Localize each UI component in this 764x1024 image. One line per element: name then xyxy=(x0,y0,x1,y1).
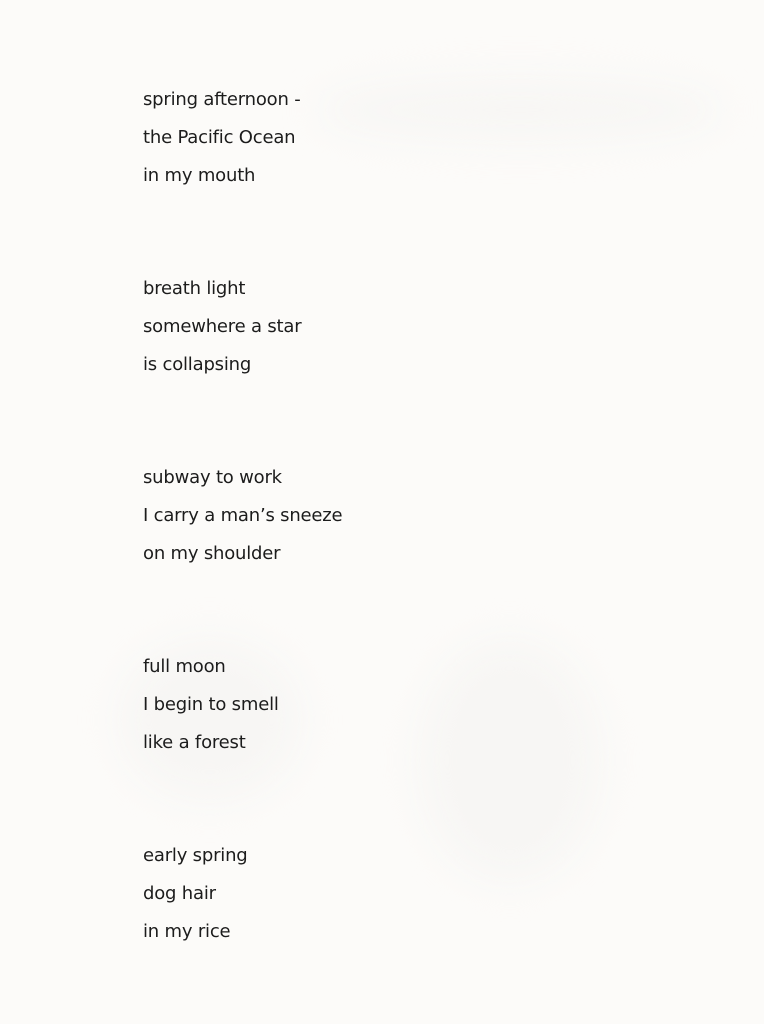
haiku-line: the Pacific Ocean xyxy=(143,127,296,148)
haiku-line: like a forest xyxy=(143,732,246,753)
haiku-line: is collapsing xyxy=(143,354,252,375)
haiku-line: breath light xyxy=(143,278,246,299)
haiku-line: subway to work xyxy=(143,467,282,488)
haiku-1 xyxy=(143,81,301,195)
haiku-line: on my shoulder xyxy=(143,543,281,564)
haiku-line: full moon xyxy=(143,656,226,677)
haiku-line: somewhere a star xyxy=(143,316,302,337)
haiku-3 xyxy=(143,459,342,573)
haiku-line: early spring xyxy=(143,845,248,866)
haiku-line: in my rice xyxy=(143,921,231,942)
haiku-line: spring afternoon - xyxy=(143,89,301,110)
haiku-line: I begin to smell xyxy=(143,694,279,715)
haiku-5 xyxy=(143,837,248,951)
haiku-4 xyxy=(143,648,279,762)
haiku-line: I carry a man’s sneeze xyxy=(143,505,343,526)
paper-stain xyxy=(320,80,720,140)
haiku-2 xyxy=(143,270,301,384)
paper-stain xyxy=(420,640,600,880)
haiku-line: dog hair xyxy=(143,883,216,904)
haiku-line: in my mouth xyxy=(143,165,256,186)
